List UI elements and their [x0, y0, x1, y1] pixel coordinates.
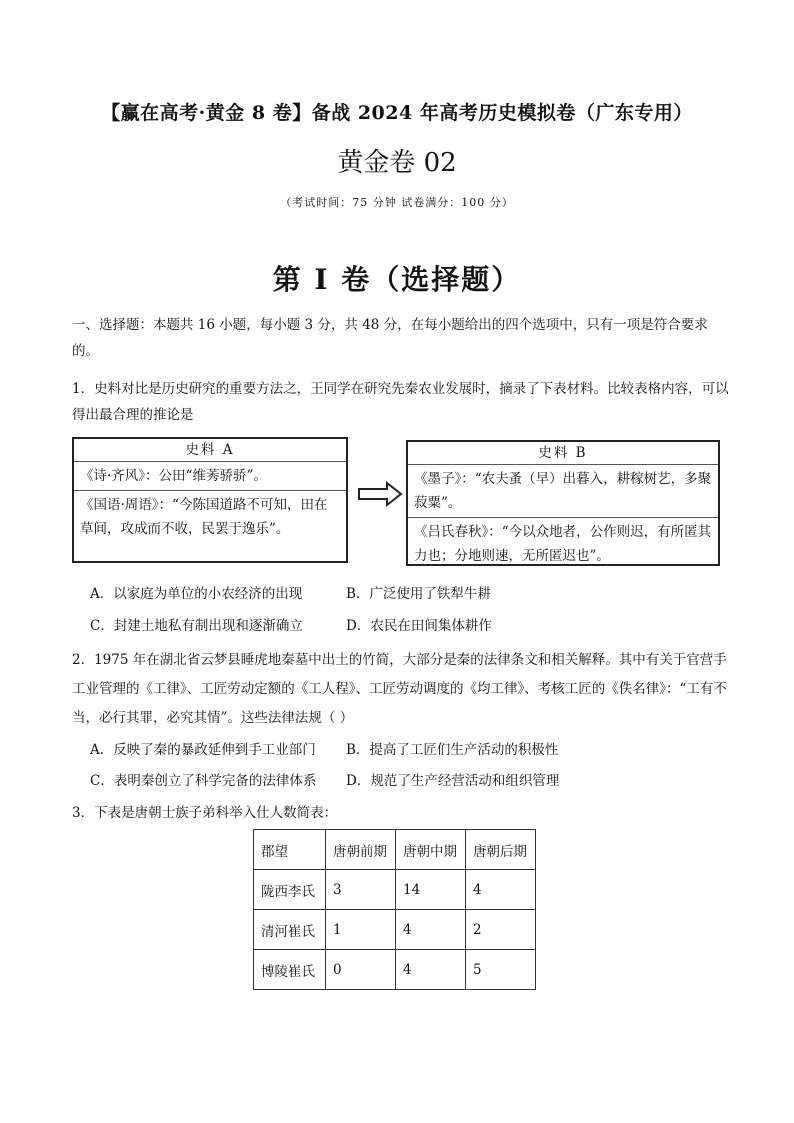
material-b-row-1: 《墨子》：“农夫蚤（早）出暮入，耕稼树艺，多聚菽粟”。 — [414, 471, 712, 511]
data-table — [253, 829, 536, 990]
table-header-cell: 唐朝后期 — [466, 830, 536, 870]
table-cell: 4 — [396, 950, 466, 990]
table-header-cell: 唐朝中期 — [396, 830, 466, 870]
table-row — [254, 950, 536, 990]
q2-option-d: D．规范了生产经营活动和组织管理 — [346, 773, 560, 789]
question-1-stem: 1．史料对比是历史研究的重要方法之，王同学在研究先秦农业发展时，摘录了下表材料。比较表格内容，可以得出最合理的推论是 — [72, 381, 729, 423]
table-cell: 清河崔氏 — [254, 910, 326, 950]
q1-option-b: B．广泛使用了铁犁牛耕 — [346, 586, 491, 602]
table-cell: 0 — [326, 950, 396, 990]
table-cell: 3 — [326, 870, 396, 910]
material-a-heading: 史料 A — [74, 439, 346, 462]
material-a-box — [72, 437, 348, 563]
table-cell: 14 — [396, 870, 466, 910]
section-instructions: 一、选择题：本题共 16 小题，每小题 3 分，共 48 分，在每小题给出的四个选项中，只有一项是符合要求的。 — [72, 317, 708, 359]
exam-info: （考试时间：75 分钟 试卷满分：100 分） — [280, 196, 514, 209]
material-a-row-2: 《国语·周语》：“今陈国道路不可知，田在草间，攻成而不收，民罢于逸乐”。 — [74, 490, 346, 543]
table-cell: 陇西李氏 — [254, 870, 326, 910]
question-3-stem: 3．下表是唐朝士族子弟科举入仕人数简表： — [72, 805, 338, 821]
table-cell: 5 — [466, 950, 536, 990]
question-2-stem: 2．1975 年在湖北省云梦县睡虎地秦墓中出土的竹简，大部分是秦的法律条文和相关解释。其中有关于官营手工业管理的《工律》、工匠劳动定额的《工人程》、工匠劳动调度的《均工律》、考核工匠的《佚名律》：“工有不当，必行其罪，必究其情”。这些法律法规（ ） — [72, 652, 727, 726]
table-row — [254, 910, 536, 950]
material-a-row-1: 《诗·齐风》：公田“维莠骄骄”。 — [80, 468, 267, 484]
material-b-box — [406, 440, 720, 566]
q1-option-d: D．农民在田间集体耕作 — [346, 618, 492, 634]
table-cell: 1 — [326, 910, 396, 950]
table-cell: 4 — [396, 910, 466, 950]
q2-option-a: A．反映了秦的暴政延伸到手工业部门 — [90, 742, 316, 758]
series-title: 【赢在高考·黄金 8 卷】备战 2024 年高考历史模拟卷（广东专用） — [101, 102, 693, 124]
table-header-cell: 郡望 — [254, 830, 326, 870]
material-b-row-2: 《吕氏春秋》：“今以众地者，公作则迟，有所匿其力也；分地则速，无所匿迟也”。 — [408, 517, 718, 570]
q2-option-c: C．表明秦创立了科学完备的法律体系 — [90, 773, 317, 789]
q2-option-b: B．提高了工匠们生产活动的积极性 — [346, 742, 559, 758]
q1-option-a: A．以家庭为单位的小农经济的出现 — [90, 586, 303, 602]
material-b-heading: 史料 B — [408, 442, 718, 465]
table-row — [254, 870, 536, 910]
table-cell: 2 — [466, 910, 536, 950]
table-cell: 4 — [466, 870, 536, 910]
table-header-row — [254, 830, 536, 870]
q1-option-c: C．封建土地私有制出现和逐渐确立 — [90, 618, 303, 634]
table-cell: 博陵崔氏 — [254, 950, 326, 990]
table-header-cell: 唐朝前期 — [326, 830, 396, 870]
arrow-right-icon — [357, 481, 403, 507]
section-title: 第 I 卷（选择题） — [272, 263, 522, 296]
paper-title: 黄金卷 02 — [337, 148, 457, 178]
